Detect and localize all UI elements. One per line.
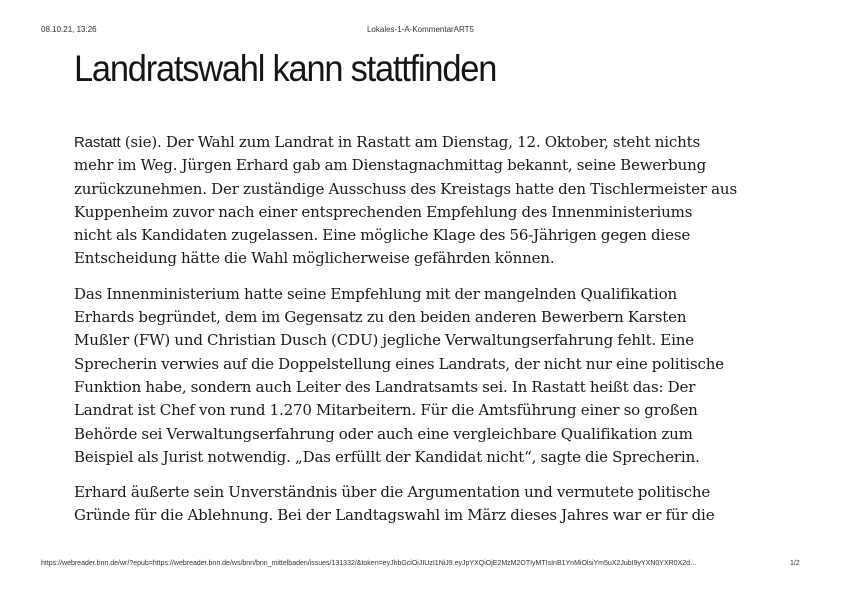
article-line: mehr im Weg. Jürgen Erhard gab am Dienstagnachmittag bekannt, seine Bewerbung [74, 156, 707, 175]
article-line: Funktion habe, sondern auch Leiter des Landratsamts sei. In Rastatt heißt das: Der [74, 377, 696, 396]
article-line: Beispiel als Jurist notwendig. „Das erfüllt der Kandidat nicht“, sagte die Sprecherin. [74, 447, 700, 466]
article-line: zurückzunehmen. Der zuständige Ausschuss des Kreistags hatte den Tischlermeister aus [74, 179, 737, 198]
article-paragraph-3 [74, 481, 774, 528]
article-line: Entscheidung hätte die Wahl möglicherweise gefährden können. [74, 249, 555, 268]
article-line: Erhards begründet, dem im Gegensatz zu den beiden anderen Bewerbern Karsten [74, 308, 687, 327]
article-paragraph-1 [74, 131, 774, 271]
article-headline: Landratswahl kann stattfinden [74, 48, 497, 89]
article-line: Sprecherin verwies auf die Doppelstellung eines Landrats, der nicht nur eine politische [74, 354, 724, 373]
article-line: Kuppenheim zuvor nach einer entsprechenden Empfehlung des Innenministeriums [74, 202, 693, 221]
article-line: Gründe für die Ablehnung. Bei der Landtagswahl im März dieses Jahres war er für die [74, 506, 715, 525]
article-line: nicht als Kandidaten zugelassen. Eine mögliche Klage des 56-Jährigen gegen diese [74, 226, 691, 245]
article-line: Das Innenministerium hatte seine Empfehlung mit der mangelnden Qualifikation [74, 284, 677, 303]
page-indicator: 1/2 [790, 560, 800, 567]
article-paragraph-2 [74, 283, 774, 469]
article-line: Erhard äußerte sein Unverständnis über die Argumentation und vermutete politische [74, 483, 711, 502]
article-line: Rastatt (sie). Der Wahl zum Landrat in Rastatt am Dienstag, 12. Oktober, steht nichts [74, 133, 701, 151]
article-line: Mußler (FW) und Christian Dusch (CDU) jegliche Verwaltungserfahrung fehlt. Eine [74, 331, 694, 350]
print-document-title: Lokales-1-A-KommentarART5 [366, 25, 474, 34]
article-line: Landrat ist Chef von rund 1.270 Mitarbeitern. Für die Amtsführung einer so großen [74, 401, 698, 420]
print-datetime: 08.10.21, 13:26 [41, 25, 97, 34]
article-dateline: Rastatt [74, 134, 121, 151]
print-source-url: https://webreader.bnn.de/wr/?epub=https://webreader.bnn.de/ws/bnn/bnn_mittelbaden/issues/131332/&token=eyJhbGciOiJIUzI1NiJ9.eyJpYXQiOjE2MzM2OTIyMTIsInB1YnMiOlsiYm5uX2JubI9yYXN0YXR0X2d… [41, 560, 698, 567]
article-line: Behörde sei Verwaltungserfahrung oder auch eine vergleichbare Qualifikation zum [74, 424, 693, 443]
article-body [74, 131, 774, 540]
